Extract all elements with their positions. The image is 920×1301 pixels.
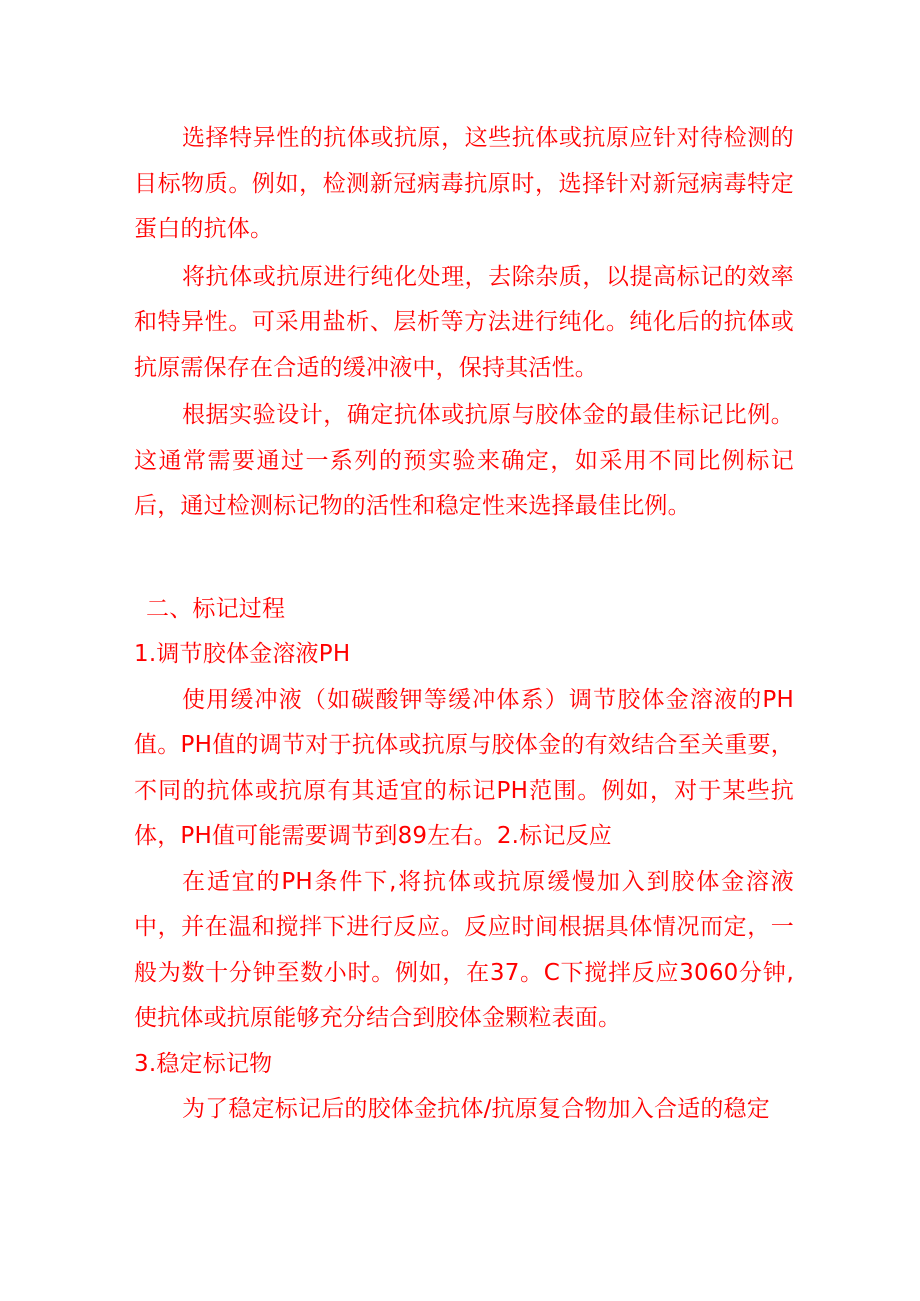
document-body — [134, 116, 794, 1133]
paragraph-antibody-selection: 选择特异性的抗体或抗原，这些抗体或抗原应针对待检测的目标物质。例如，检测新冠病毒抗原时，选择针对新冠病毒特定蛋白的抗体。 — [134, 125, 794, 242]
paragraph-ph-adjust: 使用缓冲液（如碳酸钾等缓冲体系）调节胶体金溶液的PH值。PH值的调节对于抗体或抗原与胶体金的有效结合至关重要，不同的抗体或抗原有其适宜的标记PH范围。例如，对于某些抗体，PH值可能需要调节到89左右。2.标记反应 — [134, 686, 794, 849]
subsection-title-stabilize: 3.稳定标记物 — [134, 1050, 273, 1077]
paragraph-purification: 将抗体或抗原进行纯化处理，去除杂质，以提高标记的效率和特异性。可采用盐析、层析等方法进行纯化。纯化后的抗体或抗原需保存在合适的缓冲液中，保持其活性。 — [134, 263, 794, 381]
paragraph-stabilize: 为了稳定标记后的胶体金抗体/抗原复合物加入合适的稳定 — [182, 1096, 770, 1122]
section-title: 二、标记过程 — [146, 595, 286, 622]
paragraph-labeling-reaction: 在适宜的PH条件下,将抗体或抗原缓慢加入到胶体金溶液中，并在温和搅拌下进行反应。反应时间根据具体情况而定，一般为数十分钟至数小时。例如，在37。C下搅拌反应3060分钟,使抗体或抗原能够充分结合到胶体金颗粒表面。 — [134, 868, 794, 1031]
subsection-title-ph: 1.调节胶体金溶液PH — [134, 641, 351, 667]
paragraph-labeling-ratio: 根据实验设计，确定抗体或抗原与胶体金的最佳标记比例。这通常需要通过一系列的预实验来确定，如采用不同比例标记后，通过检测标记物的活性和稳定性来选择最佳比例。 — [134, 402, 794, 519]
